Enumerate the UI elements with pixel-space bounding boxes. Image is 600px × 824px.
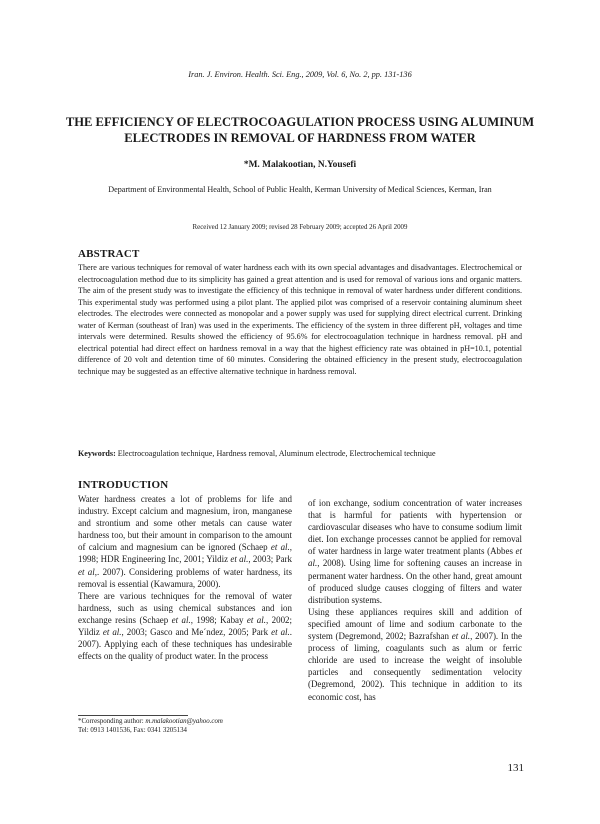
text-run: , 1998; Kabay	[190, 614, 247, 625]
text-run: , 2007). In the process of liming, coagulants such as alum or ferric chloride are used to increase the weight of insoluble particles and consequently sedimentation velocity (Degremond, 2002). This technique in addition to its economic cost, has	[308, 631, 522, 702]
text-run: , 2003; Park	[248, 554, 292, 565]
keywords	[78, 448, 522, 460]
left-column	[78, 493, 292, 662]
abstract-heading: ABSTRACT	[78, 248, 140, 260]
keywords-label: Keywords:	[78, 449, 116, 458]
introduction-heading: INTRODUCTION	[78, 479, 169, 491]
text-run: , 2003; Gasco and Me´ndez, 2005; Park	[121, 627, 272, 638]
right-column	[308, 497, 522, 703]
citation-etal: et al.	[246, 614, 266, 625]
received-dates: Received 12 January 2009; revised 28 February 2009; accepted 26 April 2009	[192, 224, 408, 231]
footnote-label: *Corresponding author:	[78, 718, 146, 725]
citation-etal: et al.	[271, 627, 290, 638]
text-run: , 1998; HDR Engineering Inc, 2001; Yildiz	[78, 542, 292, 565]
text-run: There are various techniques for the removal of water hardness, such as using chemical substances and ion exchange resins (Schaep	[78, 590, 292, 625]
article-title: THE EFFICIENCY OF ELECTROCOAGULATION PROCESS USING ALUMINUM ELECTRODES IN REMOVAL OF HARDNESS FROM WATER	[65, 115, 535, 145]
intro-paragraph	[308, 606, 522, 703]
citation-etal: et al.	[102, 627, 122, 638]
intro-paragraph	[78, 493, 292, 590]
author-affiliation: Department of Environmental Health, School of Public Health, Kerman University of Medical Sciences, Kerman, Iran	[108, 185, 492, 194]
citation-etal: et al.	[270, 542, 290, 553]
keywords-text: Electrocoagulation technique, Hardness removal, Aluminum electrode, Electrochemical technique	[115, 449, 436, 458]
intro-paragraph	[78, 590, 292, 663]
author-email-link[interactable]: m.malakootian@yahoo.com	[145, 718, 223, 725]
journal-citation: Iran. J. Environ. Health. Sci. Eng., 2009, Vol. 6, No. 2, pp. 131-136	[188, 70, 412, 79]
author-list: *M. Malakootian, N.Yousefi	[243, 160, 357, 170]
abstract-text: There are various techniques for removal of water hardness each with its own special advantages and disadvantages. Electrochemical or electrocoagulation method due to its simplicity has gained a great attention and is used for removal of various ions and organic matters. The aim of the present study was to investigate the efficiency of this technique in removal of water hardness under different conditions. This experimental study was performed using a pilot plant. The applied pilot was comprised of a reservoir containing aluminum sheet electrodes. The electrodes were connected as monopolar and a power supply was used for supplying direct electrical current. Drinking water of Kerman (southeast of Iran) was used in the experiments. The efficiency of the system in three different pH, voltages and time intervals were determined. Results showed the efficiency of 95.6% for electrocoagulation technique in hardness removal. pH and electrical potential had direct effect on hardness removal in a way that the highest efficiency rate was obtained in pH=10.1, potential difference of 20 volt and detention time of 60 minutes. Considering the obtained efficiency in the present study, electrocoagulation technique may be suggested as an effective alternative technique in hardness removal.	[78, 263, 522, 376]
text-run: . 2007). Considering problems of water hardness, its removal is essential (Kawamura, 2000).	[78, 566, 292, 589]
footnote-divider	[78, 715, 188, 716]
citation-etal: et al.	[451, 631, 471, 642]
text-run: , 2008). Using lime for softening causes an increase in permanent water hardness. On the other hand, great amount of produced sludge causes clogging of filters and water distribution systems.	[308, 558, 522, 605]
text-run: Using these appliances requires skill and addition of specified amount of lime and sodium carbonate to the system (Degremond, 2002; Bazrafshan	[308, 606, 522, 642]
footnote-author-line	[78, 717, 292, 726]
page-number: 131	[507, 762, 524, 774]
citation-etal: et al.	[171, 614, 191, 625]
text-run: . 2007). Applying each of these techniques has undesirable effects on the quality of product water. In the process	[78, 627, 293, 662]
footnote-contact: Tel: 0913 1401536, Fax: 0341 3205134	[78, 727, 187, 735]
citation-etal: et al.	[308, 546, 522, 569]
text-run: of ion exchange, sodium concentration of water increases that is harmful for patients with hypertension or cardiovascular diseases who have to consume sodium limit diet. Ion exchange processes cannot be applied for removal of water hardness in large water treatment plants (Abbes	[308, 498, 522, 557]
citation-etal: et al,	[78, 566, 97, 577]
text-run: Water hardness creates a lot of problems for life and industry. Except calcium and magnesium, iron, manganese and strontium and some other metals can cause water hardness too, but their amount in comparison to the amount of calcium and magnesium can be ignored (Schaep	[78, 494, 292, 553]
citation-etal: et al.	[230, 554, 249, 565]
text-run: , 2002; Yildiz	[78, 614, 293, 638]
intro-paragraph	[308, 497, 522, 606]
corresponding-author-footnote	[78, 717, 292, 736]
